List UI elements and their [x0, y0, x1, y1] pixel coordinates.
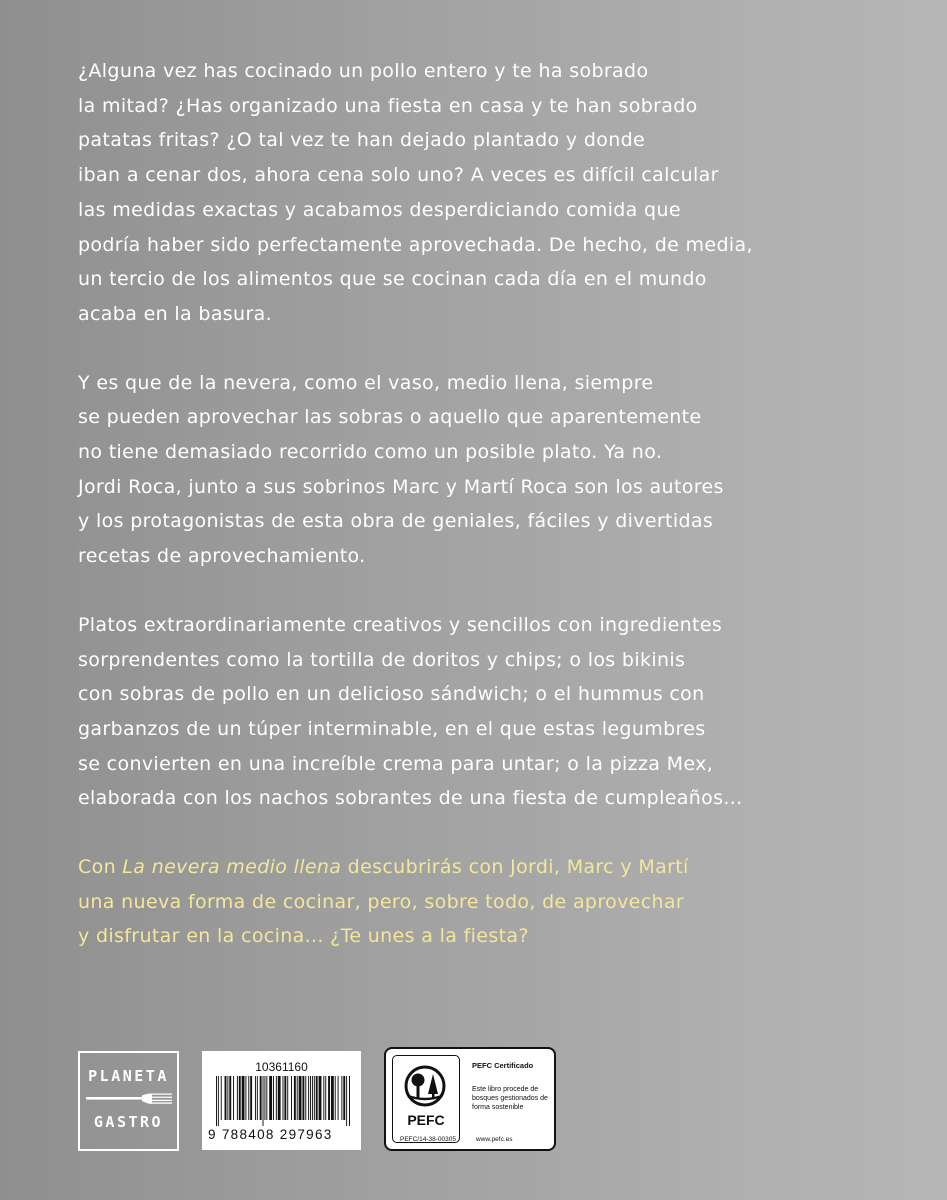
publisher-logo-bottom: GASTRO: [93, 1113, 164, 1131]
text-line: Platos extraordinariamente creativos y sencillos con ingredientes: [78, 613, 723, 636]
pefc-trees-icon: [394, 1062, 458, 1114]
paragraph-3: [78, 608, 898, 816]
text-line: [78, 850, 898, 885]
book-title: La nevera medio llena: [122, 856, 342, 879]
text-line: la mitad? ¿Has organizado una fiesta en casa y te han sobrado: [78, 94, 698, 117]
pefc-title: PEFC Certificado: [472, 1061, 534, 1070]
text-line: patatas fritas? ¿O tal vez te han dejado plantado y donde: [78, 129, 646, 152]
text-line: una nueva forma de cocinar, pero, sobre todo, de aprovechar: [78, 890, 685, 913]
text-line: Jordi Roca, junto a sus sobrinos Marc y Martí Roca son los autores: [78, 475, 724, 498]
text-line: con sobras de pollo en un delicioso sándwich; o el hummus con: [78, 683, 705, 706]
barcode: [202, 1051, 361, 1150]
pefc-logo: [392, 1055, 460, 1143]
text-line: podría haber sido perfectamente aprovechada. De hecho, de media,: [78, 233, 753, 256]
text-line: iban a cenar dos, ahora cena solo uno? A veces es difícil calcular: [78, 164, 719, 187]
closing-lead: Con: [78, 856, 123, 879]
paragraph-1: [78, 54, 898, 332]
pefc-certification: [384, 1047, 556, 1151]
pefc-description: Este libro procede de bosques gestionados de forma sostenible: [472, 1086, 548, 1111]
text-line: acaba en la basura.: [78, 302, 272, 325]
text-line: las medidas exactas y acabamos desperdiciando comida que: [78, 198, 681, 221]
text-line: sorprendentes como la tortilla de doritos y chips; o los bikinis: [78, 648, 686, 671]
text-line: Y es que de la nevera, como el vaso, medio llena, siempre: [78, 371, 654, 394]
closing-rest: descubrirás con Jordi, Marc y Martí: [341, 856, 689, 879]
text-line: elaborada con los nachos sobrantes de una fiesta de cumpleaños...: [78, 787, 743, 810]
barcode-code: 10361160: [255, 1060, 308, 1074]
publisher-logo-top: PLANETA: [88, 1067, 169, 1085]
text-line: se pueden aprovechar las sobras o aquello que aparentemente: [78, 406, 702, 429]
closing-paragraph: [78, 850, 898, 954]
pefc-brand: PEFC: [407, 1112, 445, 1128]
fork-icon: [86, 1091, 172, 1105]
pefc-code: PEFC/14-38-00305: [400, 1136, 457, 1143]
text-line: garbanzos de un túper interminable, en el que estas legumbres: [78, 717, 706, 740]
text-line: un tercio de los alimentos que se cocinan cada día en el mundo: [78, 268, 707, 291]
text-line: no tiene demasiado recorrido como un posible plato. Ya no.: [78, 441, 663, 464]
pefc-url: www.pefc.es: [476, 1136, 513, 1143]
text-line: se convierten en una increíble crema para untar; o la pizza Mex,: [78, 752, 714, 775]
paragraph-2: [78, 366, 898, 574]
barcode-bars: [216, 1076, 350, 1126]
text-line: recetas de aprovechamiento.: [78, 545, 366, 568]
publisher-logo: [78, 1051, 179, 1151]
text-line: ¿Alguna vez has cocinado un pollo entero y te ha sobrado: [78, 60, 649, 82]
back-cover-text: [78, 54, 898, 954]
barcode-isbn: 9 788408 297963: [208, 1127, 333, 1142]
text-line: y disfrutar en la cocina... ¿Te unes a la fiesta?: [78, 925, 529, 948]
fork-row: [80, 1085, 177, 1111]
text-line: y los protagonistas de esta obra de geniales, fáciles y divertidas: [78, 510, 714, 533]
